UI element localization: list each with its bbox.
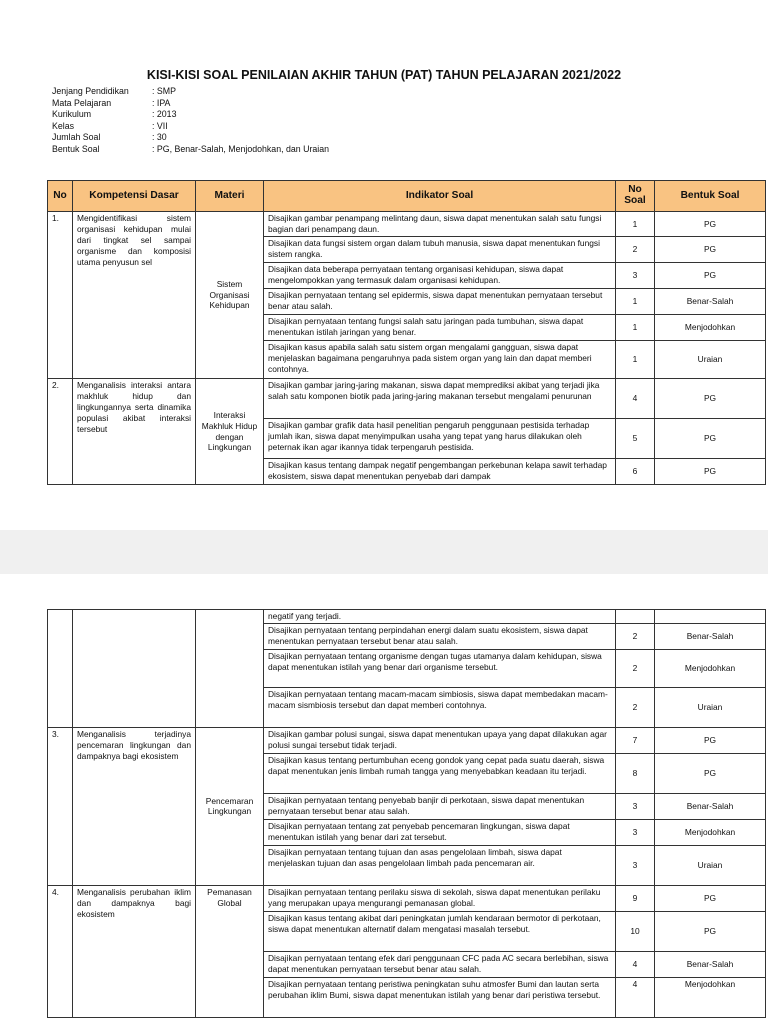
bentuk-soal-cell: Uraian [655, 341, 766, 379]
kompetensi-dasar-cell [73, 610, 196, 728]
indikator-cell: Disajikan pernyataan tentang tujuan dan asas pengelolaan limbah, siswa dapat menjelaskan tujuan dan asas pengelolaan limbah pada pencemaran air. [264, 845, 616, 885]
kisi-kisi-table-page-1 [47, 180, 766, 485]
no-soal-cell: 4 [616, 951, 655, 977]
header-bentuk-soal: Bentuk Soal [655, 181, 766, 212]
materi-cell: Pemanasan Global [196, 885, 264, 1017]
no-soal-cell: 7 [616, 727, 655, 753]
no-soal-cell: 2 [616, 649, 655, 687]
indikator-cell: Disajikan kasus tentang dampak negatif pengembangan perkebunan kelapa sawit terhadap ekosistem, siswa dapat menentukan penyebab dari dampak [264, 459, 616, 485]
no-soal-cell: 10 [616, 911, 655, 951]
meta-value: : 30 [152, 132, 167, 143]
bentuk-soal-cell: Benar-Salah [655, 289, 766, 315]
bentuk-soal-cell: Uraian [655, 687, 766, 727]
table-row [48, 212, 766, 237]
bentuk-soal-cell: PG [655, 459, 766, 485]
indikator-cell: Disajikan pernyataan tentang sel epidermis, siswa dapat menentukan pernyataan tersebut benar atau salah. [264, 289, 616, 315]
bentuk-soal-cell: PG [655, 263, 766, 289]
no-soal-cell: 3 [616, 819, 655, 845]
meta-value: : IPA [152, 97, 171, 108]
bentuk-soal-cell: PG [655, 885, 766, 911]
identity-block [52, 86, 329, 156]
bentuk-soal-cell: Menjodohkan [655, 315, 766, 341]
indikator-cell: Disajikan pernyataan tentang zat penyebab pencemaran lingkungan, siswa dapat menentukan istilah yang benar dari zat tersebut. [264, 819, 616, 845]
document-title: KISI-KISI SOAL PENILAIAN AKHIR TAHUN (PAT) TAHUN PELAJARAN 2021/2022 [146, 68, 622, 82]
meta-key: Kelas [52, 120, 75, 131]
bentuk-soal-cell: PG [655, 911, 766, 951]
bentuk-soal-cell: Menjodohkan [655, 649, 766, 687]
indikator-cell: Disajikan data fungsi sistem organ dalam tubuh manusia, siswa dapat menentukan fungsi sistem rangka. [264, 237, 616, 263]
no-soal-cell: 1 [616, 289, 655, 315]
bentuk-soal-cell: Uraian [655, 845, 766, 885]
no-soal-cell [616, 610, 655, 624]
bentuk-soal-cell: Benar-Salah [655, 793, 766, 819]
indikator-cell: Disajikan pernyataan tentang organisme dengan tugas utamanya dalam kehidupan, siswa dapat menentukan istilah yang benar dari organisme tersebut. [264, 649, 616, 687]
indikator-cell: Disajikan kasus apabila salah satu sistem organ mengalami gangguan, siswa dapat menjelaskan bagaimana pengaruhnya pada sistem organ yang lain dan dapat memberi contohnya. [264, 341, 616, 379]
row-no [48, 610, 73, 728]
meta-key: Jumlah Soal [52, 132, 101, 143]
meta-key: Kurikulum [52, 109, 92, 120]
meta-value: : VII [152, 120, 168, 131]
materi-cell: Pencemaran Lingkungan [196, 727, 264, 885]
bentuk-soal-cell: PG [655, 753, 766, 793]
no-soal-cell: 4 [616, 977, 655, 1017]
no-soal-cell: 9 [616, 885, 655, 911]
table-row [48, 727, 766, 753]
bentuk-soal-cell: Menjodohkan [655, 977, 766, 1017]
meta-row [52, 86, 329, 98]
meta-value: : PG, Benar-Salah, Menjodohkan, dan Uraian [152, 143, 330, 154]
header-indikator-soal: Indikator Soal [264, 181, 616, 212]
indikator-cell: Disajikan gambar jaring-jaring makanan, siswa dapat memprediksi akibat yang terjadi jika salah satu komponen biotik pada jaring-jaring makanan tersebut mengalami penurunan [264, 379, 616, 419]
indikator-cell: Disajikan kasus tentang akibat dari peningkatan jumlah kendaraan bermotor di perkotaan, siswa dapat menentukan alternatif dalam mengatasi masalah tersebut. [264, 911, 616, 951]
table-row [48, 885, 766, 911]
meta-row [52, 132, 329, 144]
bentuk-soal-cell: Benar-Salah [655, 951, 766, 977]
row-no: 1. [48, 212, 73, 379]
meta-row [52, 98, 329, 110]
meta-row [52, 121, 329, 133]
table-header-row [48, 181, 766, 212]
materi-cell: Sistem Organisasi Kehidupan [196, 212, 264, 379]
no-soal-cell: 2 [616, 623, 655, 649]
indikator-cell: Disajikan pernyataan tentang macam-macam simbiosis, siswa dapat membedakan macam-macam sismbiosis tersebut dan dapat memberi contohnya. [264, 687, 616, 727]
materi-cell [196, 610, 264, 728]
bentuk-soal-cell: PG [655, 237, 766, 263]
meta-row [52, 144, 329, 156]
header-no: No [48, 181, 73, 212]
meta-value: : 2013 [152, 109, 177, 120]
no-soal-cell: 4 [616, 379, 655, 419]
kompetensi-dasar-cell: Menganalisis perubahan iklim dan dampaknya bagi ekosistem [73, 885, 196, 1017]
kompetensi-dasar-cell: Menganalisis terjadinya pencemaran lingkungan dan dampaknya bagi ekosistem [73, 727, 196, 885]
bentuk-soal-cell: Menjodohkan [655, 819, 766, 845]
no-soal-cell: 2 [616, 687, 655, 727]
no-soal-cell: 1 [616, 341, 655, 379]
meta-key: Mata Pelajaran [52, 97, 112, 108]
header-kompetensi-dasar: Kompetensi Dasar [73, 181, 196, 212]
indikator-cell: negatif yang terjadi. [264, 610, 616, 624]
bentuk-soal-cell: PG [655, 419, 766, 459]
indikator-cell: Disajikan pernyataan tentang fungsi salah satu jaringan pada tumbuhan, siswa dapat menentukan istilah jaringan yang benar. [264, 315, 616, 341]
bentuk-soal-cell: PG [655, 727, 766, 753]
kompetensi-dasar-cell: Mengidentifikasi sistem organisasi kehidupan mulai dari tingkat sel sampai organisme dan komposisi utama penyusun sel [73, 212, 196, 379]
no-soal-cell: 6 [616, 459, 655, 485]
indikator-cell: Disajikan data beberapa pernyataan tentang organisasi kehidupan, siswa dapat mengelompokkan yang termasuk dalam organisasi kehidupan. [264, 263, 616, 289]
header-no-soal: No Soal [616, 181, 655, 212]
table-row [48, 379, 766, 419]
indikator-cell: Disajikan gambar polusi sungai, siswa dapat menentukan upaya yang dapat dilakukan agar polusi sungai tersebut tidak terjadi. [264, 727, 616, 753]
materi-cell: Interaksi Makhluk Hidup dengan Lingkungan [196, 379, 264, 485]
kompetensi-dasar-cell: Menganalisis interaksi antara makhluk hidup dan lingkungannya serta dinamika populasi akibat interaksi tersebut [73, 379, 196, 485]
row-no: 4. [48, 885, 73, 1017]
indikator-cell: Disajikan kasus tentang pertumbuhan eceng gondok yang cepat pada suatu daerah, siswa dapat menentukan jenis limbah rumah tangga yang menyebabkan keadaan itu terjadi. [264, 753, 616, 793]
no-soal-cell: 3 [616, 793, 655, 819]
no-soal-cell: 2 [616, 237, 655, 263]
row-no: 2. [48, 379, 73, 485]
indikator-cell: Disajikan pernyataan tentang peristiwa peningkatan suhu atmosfer Bumi dan lautan serta perubahan iklim Bumi, siswa dapat menentukan istilah yang benar dari peristiwa tersebut. [264, 977, 616, 1017]
no-soal-cell: 1 [616, 212, 655, 237]
meta-row [52, 109, 329, 121]
bentuk-soal-cell: Benar-Salah [655, 623, 766, 649]
no-soal-cell: 3 [616, 845, 655, 885]
indikator-cell: Disajikan pernyataan tentang perilaku siswa di sekolah, siswa dapat menentukan perilaku yang merupakan upaya mengurangi pemanasan global. [264, 885, 616, 911]
indikator-cell: Disajikan pernyataan tentang perpindahan energi dalam suatu ekosistem, siswa dapat menentukan pernyataan tersebut benar atau salah. [264, 623, 616, 649]
indikator-cell: Disajikan gambar penampang melintang daun, siswa dapat menentukan salah satu fungsi bagian dari penampang daun. [264, 212, 616, 237]
meta-key: Jenjang Pendidikan [52, 86, 129, 96]
no-soal-cell: 5 [616, 419, 655, 459]
no-soal-cell: 3 [616, 263, 655, 289]
table-row [48, 610, 766, 624]
row-no: 3. [48, 727, 73, 885]
indikator-cell: Disajikan pernyataan tentang penyebab banjir di perkotaan, siswa dapat menentukan pernyataan tersebut benar atau salah. [264, 793, 616, 819]
bentuk-soal-cell: PG [655, 379, 766, 419]
bentuk-soal-cell [655, 610, 766, 624]
meta-value: : SMP [152, 86, 176, 96]
indikator-cell: Disajikan pernyataan tentang efek dari penggunaan CFC pada AC secara berlebihan, siswa dapat menentukan pernyataan tersebut benar atau salah. [264, 951, 616, 977]
no-soal-cell: 1 [616, 315, 655, 341]
indikator-cell: Disajikan gambar grafik data hasil penelitian pengaruh penggunaan pestisida terhadap jumlah ikan, siswa dapat menyimpulkan usaha yang tepat yang harus dilakukan oleh peternak ikan agar ikannya tidak terpengaruh pestisida. [264, 419, 616, 459]
kisi-kisi-table-page-2 [47, 609, 766, 1018]
meta-key: Bentuk Soal [52, 143, 100, 154]
no-soal-cell: 8 [616, 753, 655, 793]
bentuk-soal-cell: PG [655, 212, 766, 237]
header-materi: Materi [196, 181, 264, 212]
